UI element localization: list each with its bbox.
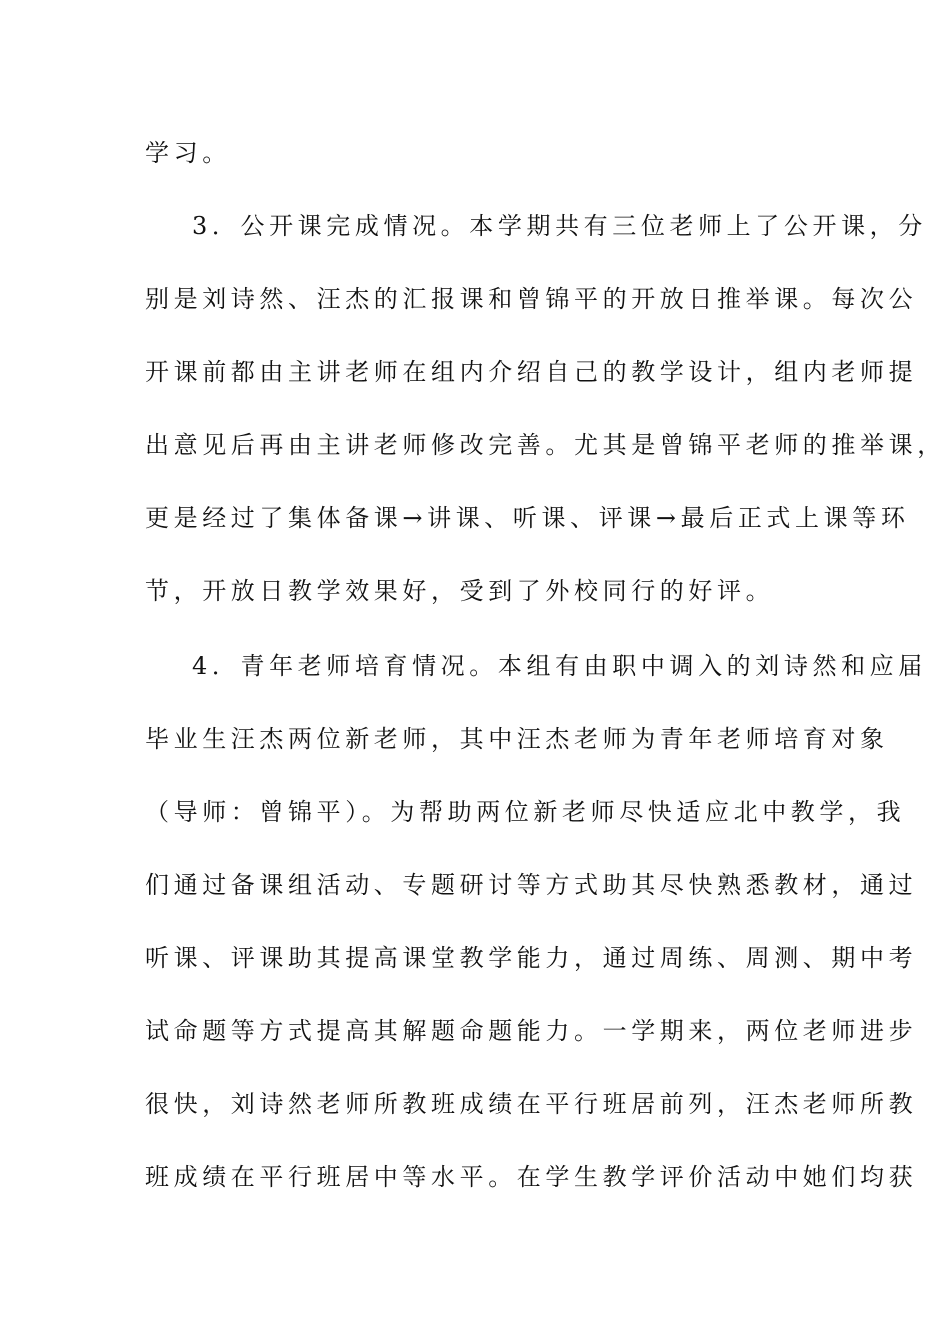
- text-line-1: 学习。: [145, 139, 231, 167]
- text-line-11: 们通过备课组活动、专题研讨等方式助其尽快熟悉教材，通过: [145, 871, 918, 899]
- text-line-15: 班成绩在平行班居中等水平。在学生教学评价活动中她们均获: [145, 1163, 918, 1191]
- text-line-6: 更是经过了集体备课→讲课、听课、评课→最后正式上课等环: [145, 504, 910, 532]
- text-line-5: 出意见后再由主讲老师修改完善。尤其是曾锦平老师的推举课，: [145, 431, 946, 459]
- text-line-8: 4．青年老师培育情况。本组有由职中调入的刘诗然和应届: [192, 652, 927, 680]
- text-line-12: 听课、评课助其提高课堂教学能力，通过周练、周测、期中考: [145, 944, 918, 972]
- text-line-3: 别是刘诗然、汪杰的汇报课和曾锦平的开放日推举课。每次公: [145, 285, 918, 313]
- text-line-2: 3．公开课完成情况。本学期共有三位老师上了公开课，分: [192, 212, 927, 240]
- text-line-9: 毕业生汪杰两位新老师，其中汪杰老师为青年老师培育对象: [145, 725, 889, 753]
- text-line-13: 试命题等方式提高其解题命题能力。一学期来，两位老师进步: [145, 1017, 918, 1045]
- text-line-7: 节，开放日教学效果好，受到了外校同行的好评。: [145, 577, 775, 605]
- text-line-10: （导师：曾锦平）。为帮助两位新老师尽快适应北中教学，我: [145, 798, 906, 826]
- text-line-14: 很快，刘诗然老师所教班成绩在平行班居前列，汪杰老师所教: [145, 1090, 918, 1118]
- text-line-4: 开课前都由主讲老师在组内介绍自己的教学设计，组内老师提: [145, 358, 918, 386]
